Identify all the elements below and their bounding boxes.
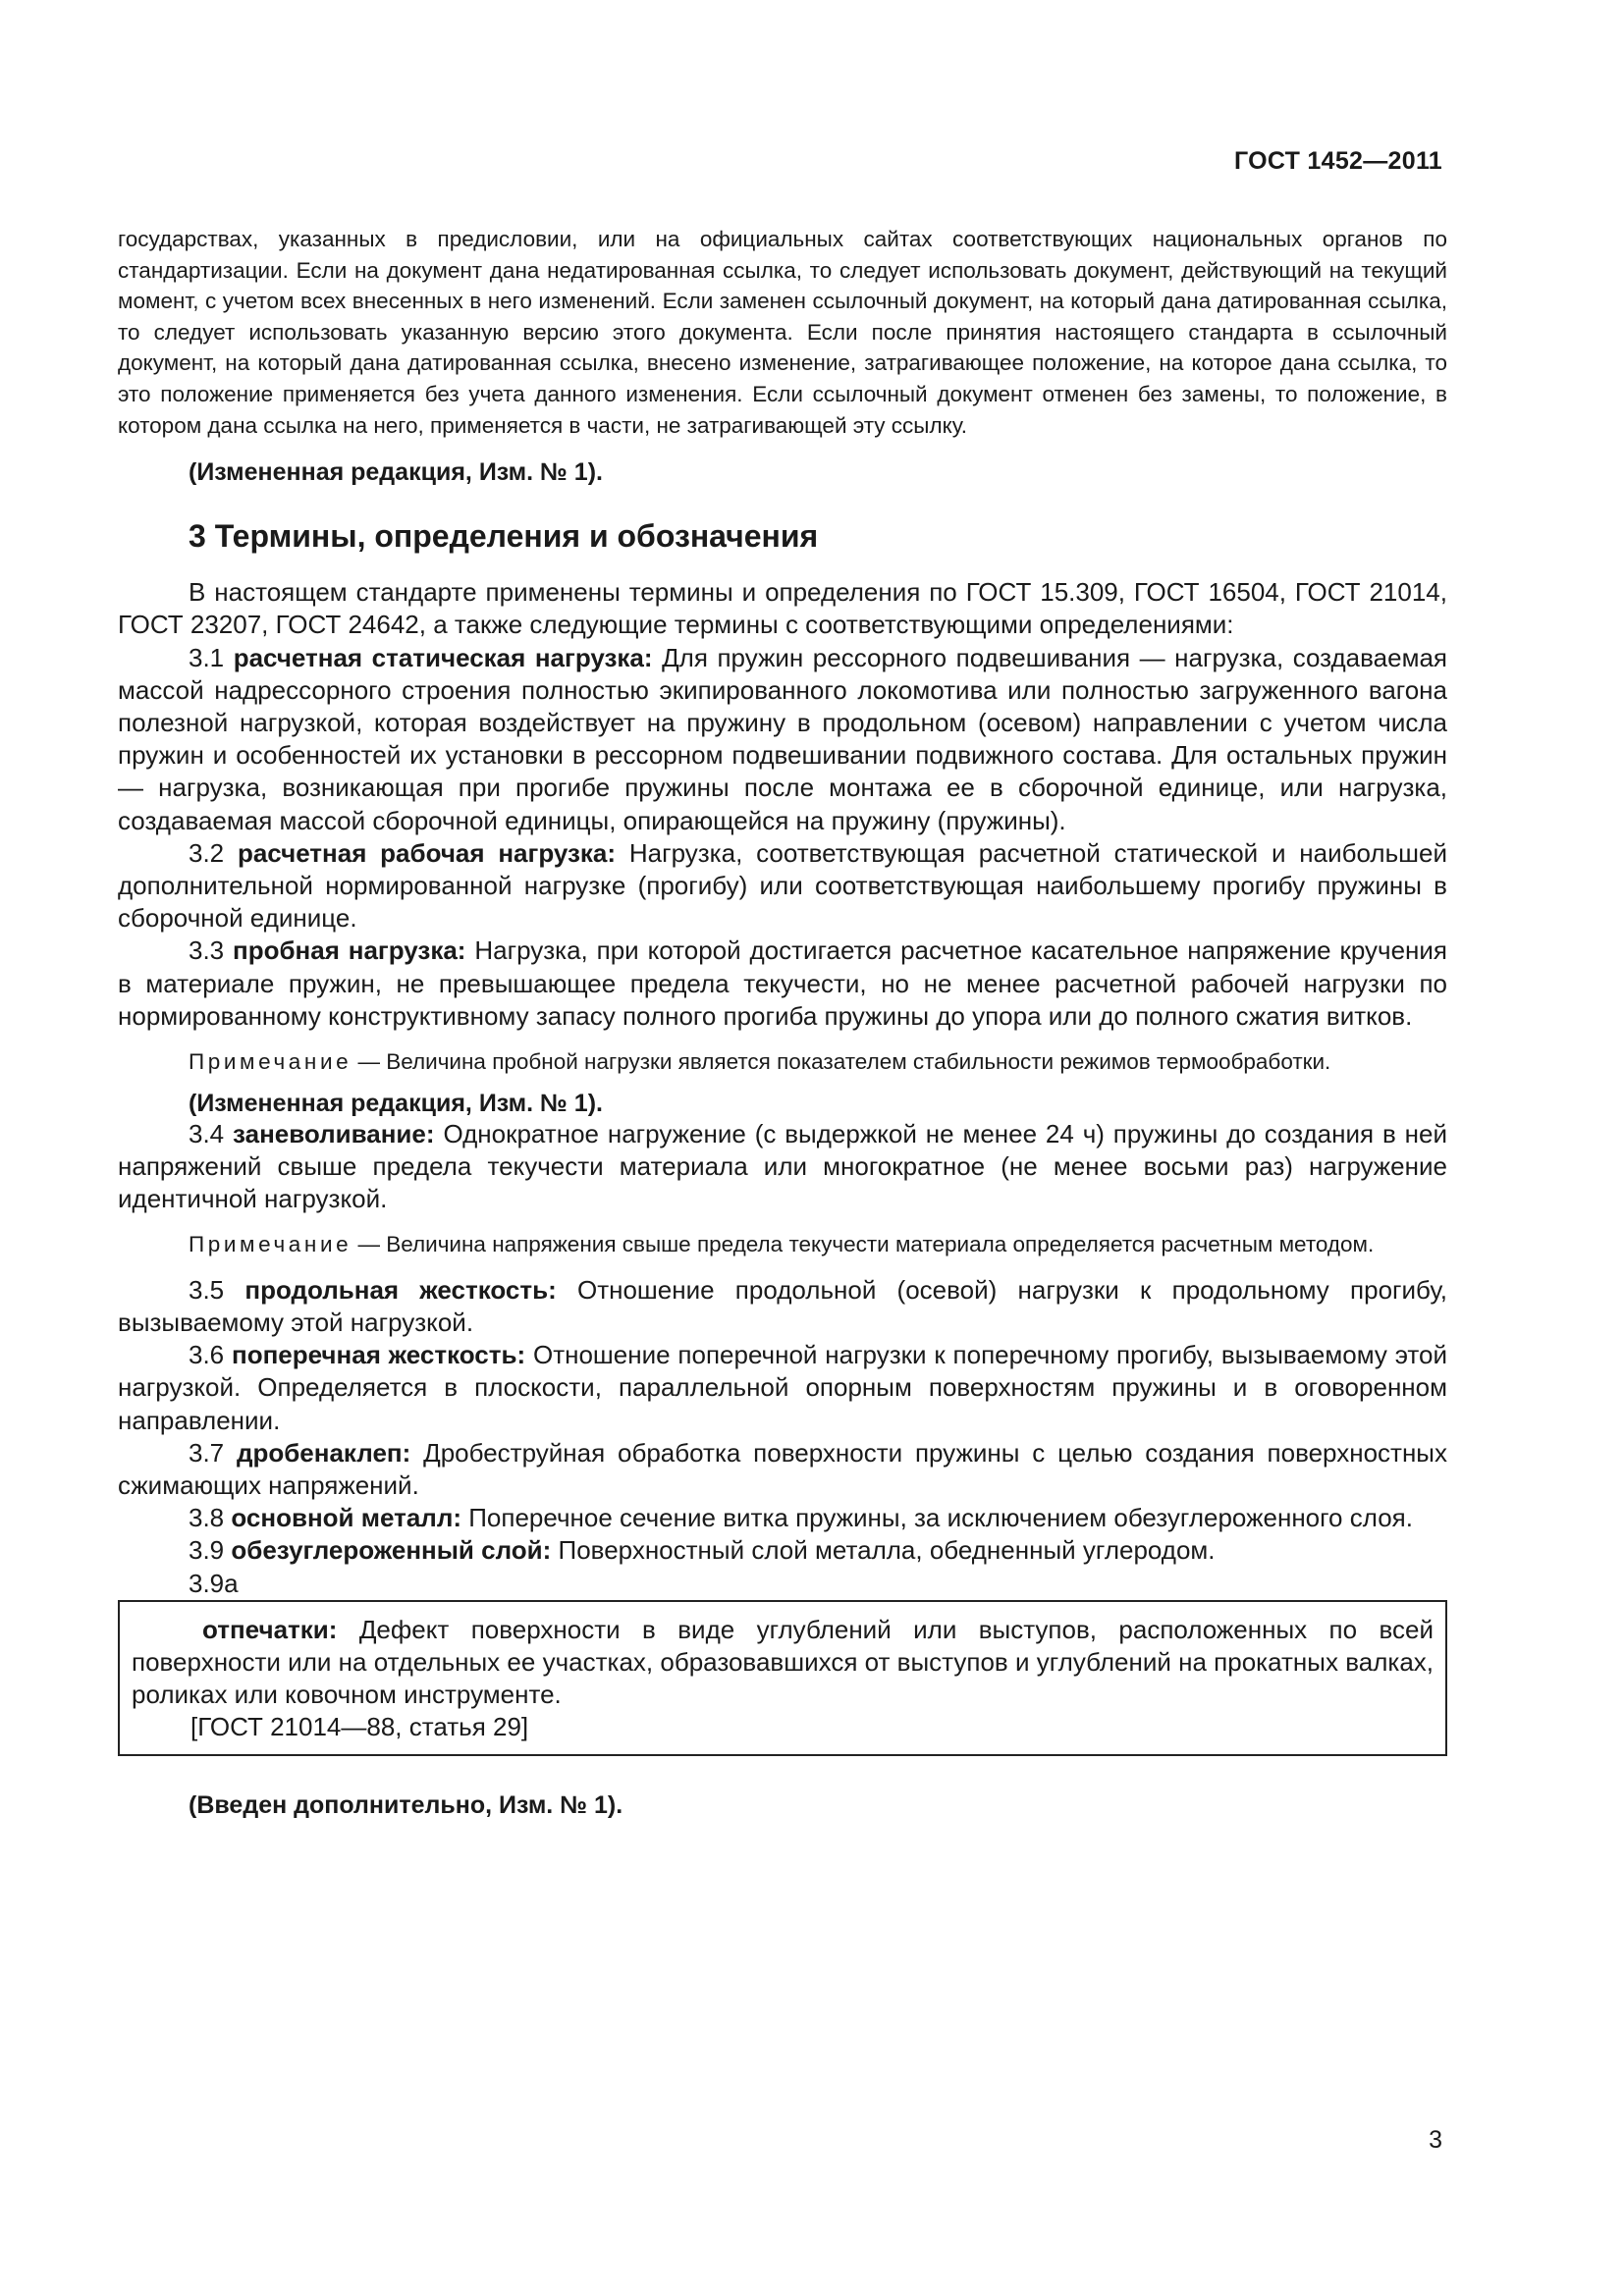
page-content <box>118 224 1447 1820</box>
term-name: обезуглероженный слой: <box>231 1535 552 1566</box>
term-3-5 <box>118 1274 1447 1339</box>
term-number: 3.5 <box>189 1274 225 1305</box>
section-intro: В настоящем стандарте применены термины и определения по ГОСТ 15.309, ГОСТ 16504, ГОСТ 21014, ГОСТ 23207, ГОСТ 24642, а также следующие термины с соответствующими определениями: <box>118 577 1447 640</box>
term-3-7 <box>118 1437 1447 1502</box>
amendment-note-1: (Измененная редакция, Изм. № 1). <box>189 458 603 487</box>
term-3-3 <box>118 934 1447 1033</box>
term-number: 3.8 <box>189 1503 225 1533</box>
term-definition: Однократное нагружение (с выдержкой не менее 24 ч) пружины до создания в ней напряжений свыше предела текучести материала или многократное (не менее восьми раз) нагружение идентичной нагрузкой. <box>118 1118 1447 1213</box>
term-name: расчетная рабочая нагрузка: <box>237 837 617 868</box>
term-name: расчетная статическая нагрузка: <box>233 642 653 672</box>
term-number: 3.4 <box>189 1118 225 1148</box>
note-text: — Величина напряжения свыше предела текучести материала определяется расчетным методом. <box>352 1232 1375 1257</box>
term-3-9 <box>118 1534 1447 1567</box>
term-definition: Дефект поверхности в виде углублений или выступов, расположенных по всей поверхности или на отдельных ее участках, образовавшихся от выступов и углублений на прокатных валках, роликах или ковочном инструменте. <box>132 1614 1434 1710</box>
term-number: 3.2 <box>189 837 225 868</box>
term-definition: Дробеструйная обработка поверхности пружины с целью создания поверхностных сжимающих напряжений. <box>118 1437 1447 1501</box>
term-number: 3.3 <box>189 935 225 966</box>
term-3-1 <box>118 642 1447 837</box>
term-3-6 <box>118 1339 1447 1437</box>
term-name: отпечатки: <box>202 1614 338 1644</box>
note-label: Примечание <box>189 1049 352 1074</box>
term-name: продольная жесткость: <box>244 1274 557 1305</box>
terms-block-b <box>118 1274 1447 1600</box>
term-definition: Отношение продольной (осевой) нагрузки к продольному прогибу, вызываемому этой нагрузкой. <box>118 1274 1447 1337</box>
term-definition: Поверхностный слой металла, обедненный углеродом. <box>558 1535 1216 1566</box>
term-3-8 <box>118 1502 1447 1534</box>
note-text: — Величина пробной нагрузки является показателем стабильности режимов термообработки. <box>352 1049 1331 1074</box>
amendment-note-2: (Измененная редакция, Изм. № 1). <box>189 1089 603 1117</box>
term-name: заневоливание: <box>233 1118 435 1148</box>
note-label: Примечание <box>189 1232 352 1257</box>
term-name: пробная нагрузка: <box>233 935 466 966</box>
term-3-4 <box>118 1118 1447 1216</box>
term-name: дробенаклеп: <box>236 1437 411 1468</box>
term-definition: Поперечное сечение витка пружины, за исключением обезуглероженного слоя. <box>468 1503 1413 1533</box>
intro-paragraph: государствах, указанных в предисловии, или на официальных сайтах соответствующих национальных органов по стандартизации. Если на документ дана недатированная ссылка, то следует использовать документ, действующий на текущий момент, с учетом всех внесенных в него изменений. Если заменен ссылочный документ, на который дана датированная ссылка, то следует использовать указанную версию этого документа. Если после принятия настоящего стандарта в ссылочный документ, на который дана датированная ссылка, внесено изменение, затрагивающее положение, на которое дана ссылка, то это положение применяется без учета данного изменения. Если ссылочный документ отменен без замены, то положение, в котором дана ссылка на него, применяется в части, не затрагивающей эту ссылку. <box>118 227 1447 438</box>
term-definition: Для пружин рессорного подвешивания — нагрузка, создаваемая массой надрессорного строения полностью экипированного локомотива или полностью загруженного вагона полезной нагрузкой, которая воздействует на пружину в продольном (осевом) направлении с учетом числа пружин и особенностей их установки в рессорном подвешивании подвижного состава. Для остальных пружин — нагрузка, возникающая при прогибе пружины после монтажа ее в сборочной единице, или нагрузка, создаваемая массой сборочной единицы, опирающейся на пружину (пружины). <box>118 642 1447 835</box>
term-3-9a-box <box>118 1600 1447 1756</box>
term-3-9a-number: 3.9а <box>189 1568 239 1598</box>
term-number: 3.7 <box>189 1437 225 1468</box>
term-number: 3.6 <box>189 1340 225 1370</box>
term-definition: Отношение поперечной нагрузки к поперечному прогибу, вызываемому этой нагрузкой. Определяется в плоскости, параллельной опорным поверхностям пружины и в оговоренном направлении. <box>118 1340 1447 1435</box>
amendment-note-3: (Введен дополнительно, Изм. № 1). <box>189 1790 623 1819</box>
term-3-2 <box>118 837 1447 935</box>
section-heading: 3 Термины, определения и обозначения <box>189 518 819 555</box>
page-number: 3 <box>1429 2126 1442 2154</box>
note-1 <box>118 1046 1447 1078</box>
term-definition: Нагрузка, при которой достигается расчетное касательное напряжение кручения в материале пружин, не превышающее предела текучести, но не менее расчетной рабочей нагрузки по нормированному конструктивному запасу полного прогиба пружины до упора или до полного сжатия витков. <box>118 935 1447 1031</box>
term-source: [ГОСТ 21014—88, статья 29] <box>190 1712 529 1742</box>
term-name: основной металл: <box>231 1503 461 1533</box>
term-definition: Нагрузка, соответствующая расчетной статической и наибольшей дополнительной нормированной нагрузке (прогибу) или соответствующая наибольшему прогибу пружины в сборочной единице. <box>118 837 1447 934</box>
term-number: 3.1 <box>189 642 225 672</box>
document-id-header: ГОСТ 1452—2011 <box>1234 147 1442 175</box>
term-name: поперечная жесткость: <box>231 1340 526 1370</box>
term-number: 3.9 <box>189 1535 225 1566</box>
note-2 <box>118 1229 1447 1260</box>
term-3-9a <box>132 1614 1434 1712</box>
